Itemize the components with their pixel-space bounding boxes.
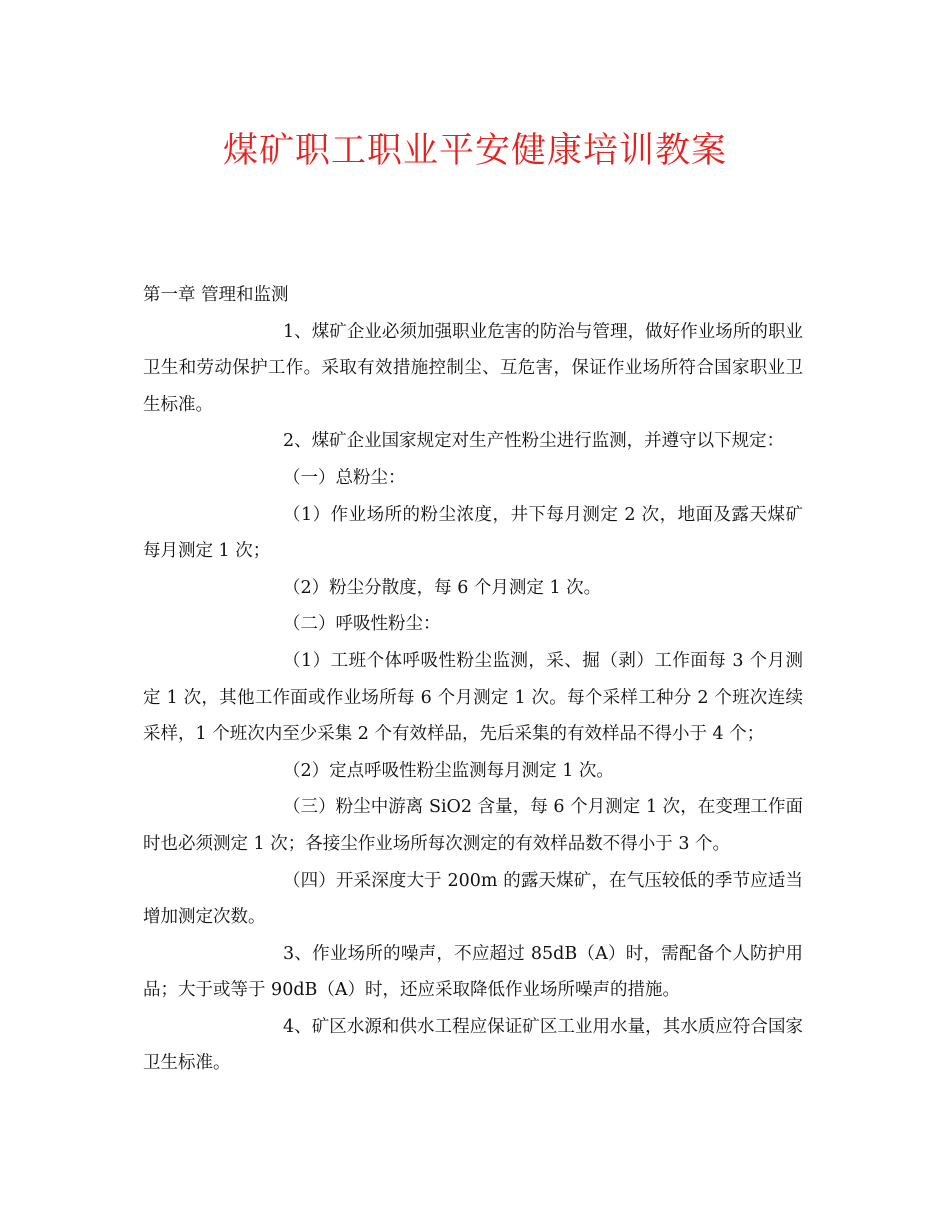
paragraph-free-sio2: （三）粉尘中游离 SiO2 含量，每 6 个月测定 1 次，在变理工作面时也必须测定 1 次；各接尘作业场所每次测定的有效样品数不得小于 3 个。 <box>143 797 803 854</box>
paragraph-4-water: 4、矿区水源和供水工程应保证矿区工业用水量，其水质应符合国家卫生标准。 <box>143 1016 803 1074</box>
document-title: 煤矿职工职业平安健康培训教案 <box>222 131 727 171</box>
paragraph-dust-dispersion: （2）粉尘分散度，每 6 个月测定 1 次。 <box>283 577 602 598</box>
chapter-heading: 第一章 管理和监测 <box>143 285 289 305</box>
paragraph-open-pit-depth: （四）开采深度大于 200m 的露天煤矿，在气压较低的季节应适当增加测定次数。 <box>143 870 803 928</box>
paragraph-total-dust: （一）总粉尘： <box>283 467 406 488</box>
document-body <box>143 277 803 1082</box>
paragraph-1: 1、煤矿企业必须加强职业危害的防治与管理，做好作业场所的职业卫生和劳动保护工作。采取有效措施控制尘、互危害，保证作业场所符合国家职业卫生标准。 <box>143 321 803 415</box>
paragraph-respirable-dust: （二）呼吸性粉尘： <box>283 614 441 635</box>
paragraph-3-noise: 3、作业场所的噪声，不应超过 85dB（A）时，需配备个人防护用品；大于或等于 90dB（A）时，还应采取降低作业场所噪声的措施。 <box>143 943 803 1001</box>
paragraph-individual-monitoring: （1）工班个体呼吸性粉尘监测，采、掘（剥）工作面每 3 个月测定 1 次，其他工作面或作业场所每 6 个月测定 1 次。每个采样工种分 2 个班次连续采样，1 个班次内至少采集 2 个有效样品，先后采集的有效样品不得小于 4 个； <box>143 650 803 745</box>
paragraph-fixed-point-monitoring: （2）定点呼吸性粉尘监测每月测定 1 次。 <box>283 760 614 781</box>
paragraph-2: 2、煤矿企业国家规定对生产性粉尘进行监测，并遵守以下规定： <box>283 431 785 452</box>
paragraph-dust-concentration: （1）作业场所的粉尘浓度，井下每月测定 2 次，地面及露天煤矿每月测定 1 次； <box>143 504 803 562</box>
